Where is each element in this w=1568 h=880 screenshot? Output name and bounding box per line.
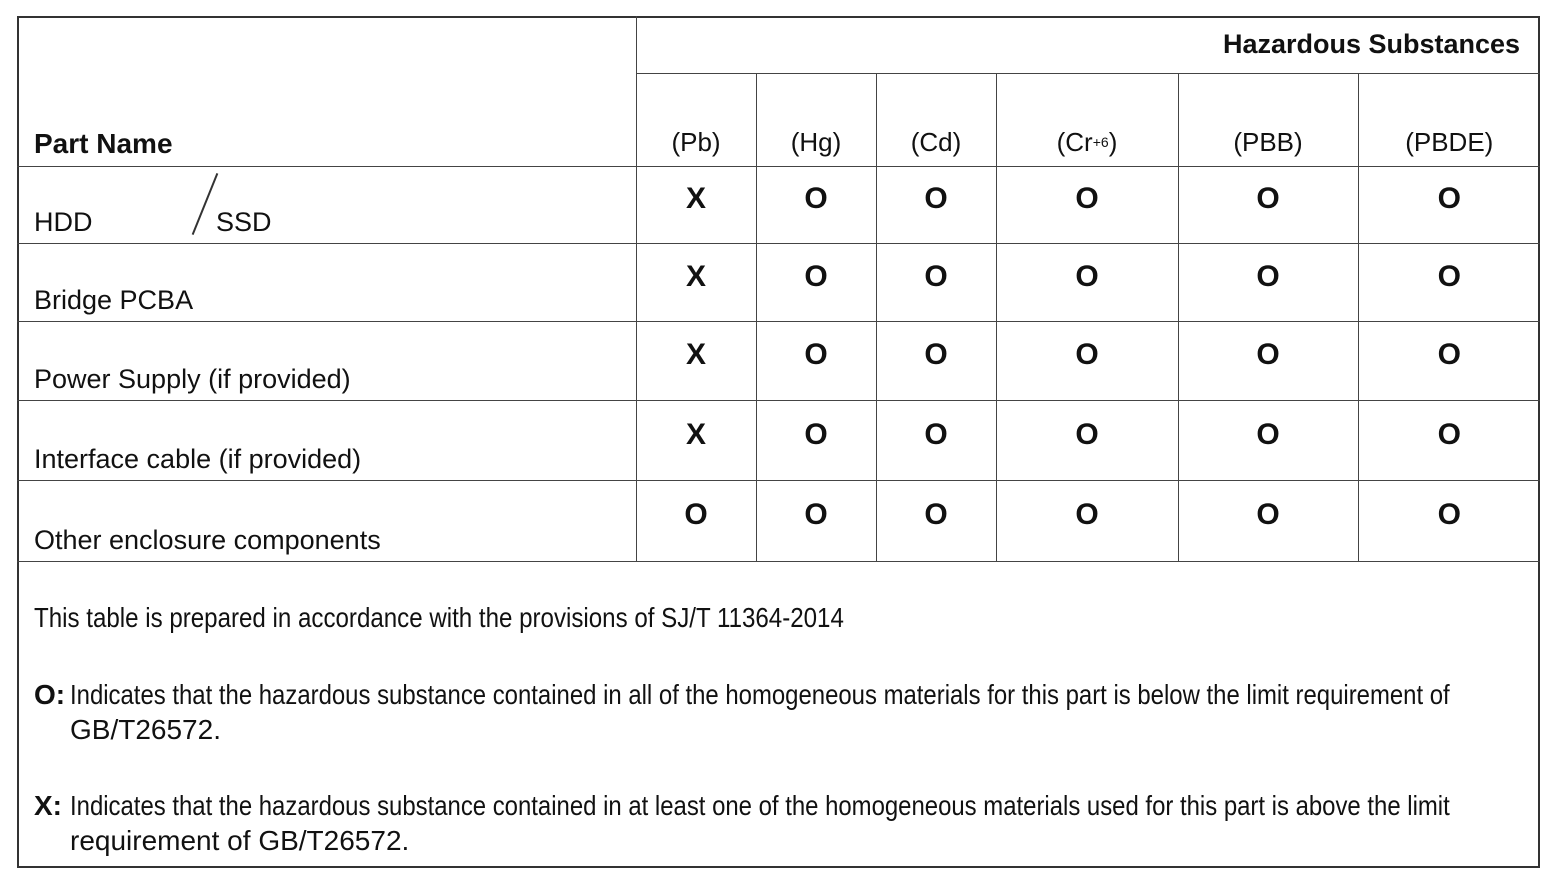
mark-cell: X <box>636 244 756 322</box>
mark-cell: O <box>1358 322 1540 401</box>
mark-cell: O <box>996 401 1178 481</box>
mark-cell: O <box>756 401 876 481</box>
mark-cell: O <box>996 322 1178 401</box>
divider-slash <box>192 173 219 235</box>
mark-cell: O <box>996 481 1178 562</box>
substance-header-pbde: (PBDE) <box>1358 74 1540 167</box>
mark-cell: O <box>876 322 996 401</box>
part-cell-hdd-ssd <box>17 167 636 244</box>
table-row <box>17 481 1540 562</box>
part-label-ssd: SSD <box>216 207 272 237</box>
mark-cell: O <box>1178 244 1358 322</box>
substance-header-hg: (Hg) <box>756 74 876 167</box>
mark-cell: O <box>1178 167 1358 244</box>
mark-cell: O <box>756 244 876 322</box>
mark-cell: O <box>876 481 996 562</box>
o-legend-text: Indicates that the hazardous substance contained in all of the homogeneous materials for this part is below the limit requirement of GB/T26572. <box>70 679 1450 745</box>
table-row <box>17 244 1540 322</box>
mark-cell: O <box>1178 322 1358 401</box>
part-name-header: Part Name <box>17 16 636 167</box>
mark-cell: O <box>756 167 876 244</box>
table-row <box>17 167 1540 244</box>
table-row <box>17 322 1540 401</box>
mark-cell: O <box>876 244 996 322</box>
mark-cell: X <box>636 167 756 244</box>
part-cell: Bridge PCBA <box>17 244 636 322</box>
mark-cell: O <box>876 167 996 244</box>
x-legend <box>34 788 1514 860</box>
mark-cell: O <box>1358 167 1540 244</box>
part-cell: Power Supply (if provided) <box>17 322 636 401</box>
substance-header-pbb: (PBB) <box>1178 74 1358 167</box>
o-legend-key: O: <box>34 679 66 710</box>
mark-cell: O <box>1178 481 1358 562</box>
mark-cell: O <box>876 401 996 481</box>
o-legend <box>34 677 1514 749</box>
mark-cell: O <box>1358 401 1540 481</box>
mark-cell: O <box>756 481 876 562</box>
mark-cell: O <box>636 481 756 562</box>
hazardous-substances-table <box>17 16 1540 562</box>
mark-cell: X <box>636 401 756 481</box>
x-legend-text: Indicates that the hazardous substance contained in at least one of the homogeneous materials used for this part is above the limit requirement of GB/T26572. <box>70 790 1450 856</box>
part-cell: Interface cable (if provided) <box>17 401 636 481</box>
substance-header-cd: (Cd) <box>876 74 996 167</box>
standard-note: This table is prepared in accordance with the provisions of SJ/T 11364-2014 <box>34 602 844 633</box>
mark-cell: X <box>636 322 756 401</box>
hazardous-substances-header: Hazardous Substances <box>636 16 1540 74</box>
x-legend-key: X: <box>34 790 62 821</box>
table-row <box>17 401 1540 481</box>
mark-cell: O <box>1358 481 1540 562</box>
mark-cell: O <box>996 244 1178 322</box>
mark-cell: O <box>1178 401 1358 481</box>
part-label-hdd: HDD <box>34 207 93 237</box>
substance-header-pb: (Pb) <box>636 74 756 167</box>
mark-cell: O <box>756 322 876 401</box>
part-cell: Other enclosure components <box>17 481 636 562</box>
mark-cell: O <box>996 167 1178 244</box>
mark-cell: O <box>1358 244 1540 322</box>
substance-header-cr6: $(Cr^{+6})$ <box>996 74 1178 167</box>
